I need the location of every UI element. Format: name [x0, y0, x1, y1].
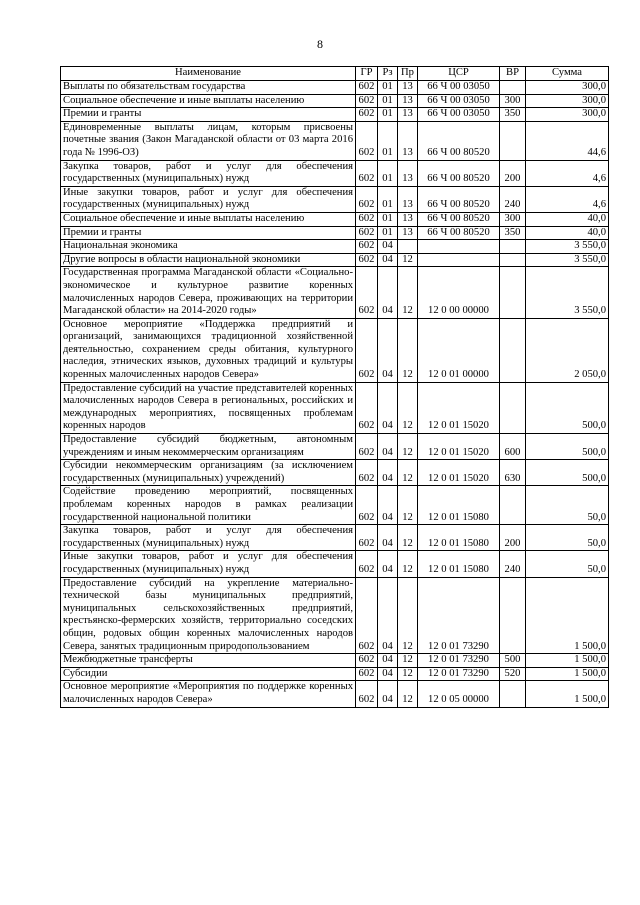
table-row: [61, 551, 609, 577]
row-vr: [500, 81, 526, 95]
row-sum: 300,0: [526, 94, 609, 108]
header-vr: ВР: [500, 67, 526, 81]
row-sum: 3 550,0: [526, 253, 609, 267]
row-gr: 602: [356, 654, 378, 668]
table-row: [61, 94, 609, 108]
row-gr: 602: [356, 81, 378, 95]
header-gr: ГР: [356, 67, 378, 81]
row-sum: 1 500,0: [526, 654, 609, 668]
row-name: Основное мероприятие «Поддержка предприятий и организаций, занимающихся традиционной хозяйственной деятельностью, сохранением среды обитания, культурного наследия, этнических языков, духовных традиций и культуры коренных малочисленных народов Севера»: [61, 318, 356, 382]
row-sum: 500,0: [526, 434, 609, 460]
row-name: Единовременные выплаты лицам, которым присвоены почетные звания (Закон Магаданской области от 03 марта 2016 года № 1996-ОЗ): [61, 121, 356, 160]
row-sum: 4,6: [526, 160, 609, 186]
row-vr: 200: [500, 160, 526, 186]
table-row: [61, 160, 609, 186]
row-csr: [418, 253, 500, 267]
row-vr: 240: [500, 551, 526, 577]
table-row: [61, 267, 609, 318]
row-pr: 13: [398, 121, 418, 160]
row-csr: 66 Ч 00 80520: [418, 160, 500, 186]
row-name: Премии и гранты: [61, 226, 356, 240]
row-pr: [398, 240, 418, 254]
row-name: Предоставление субсидий на укрепление материально-технической базы муниципальных предприятий, муниципальных сельскохозяйственных предприятий, крестьянско-фермерских хозяйств, территориально соседских общин, родовых общин коренных малочисленных народов Севера, занятых традиционным природопользованием: [61, 577, 356, 654]
row-gr: 602: [356, 434, 378, 460]
table-row: [61, 186, 609, 212]
row-csr: 12 0 01 73290: [418, 654, 500, 668]
row-rz: 01: [378, 108, 398, 122]
row-sum: 1 500,0: [526, 681, 609, 707]
row-rz: 04: [378, 267, 398, 318]
row-gr: 602: [356, 94, 378, 108]
header-pr: Пр: [398, 67, 418, 81]
row-sum: 1 500,0: [526, 667, 609, 681]
row-csr: 12 0 01 15020: [418, 382, 500, 433]
row-name: Другие вопросы в области национальной экономики: [61, 253, 356, 267]
row-rz: 04: [378, 577, 398, 654]
row-vr: [500, 382, 526, 433]
row-gr: 602: [356, 212, 378, 226]
row-rz: 04: [378, 667, 398, 681]
row-vr: 200: [500, 525, 526, 551]
row-vr: [500, 486, 526, 525]
row-rz: 04: [378, 382, 398, 433]
row-rz: 04: [378, 460, 398, 486]
row-csr: 66 Ч 00 80520: [418, 226, 500, 240]
row-vr: 300: [500, 212, 526, 226]
row-name: Субсидии: [61, 667, 356, 681]
row-gr: 602: [356, 681, 378, 707]
page-number: 8: [317, 37, 323, 51]
row-name: Иные закупки товаров, работ и услуг для обеспечения государственных (муниципальных) нужд: [61, 551, 356, 577]
row-vr: [500, 240, 526, 254]
row-csr: 12 0 01 73290: [418, 667, 500, 681]
row-pr: 12: [398, 267, 418, 318]
row-pr: 13: [398, 226, 418, 240]
row-csr: 66 Ч 00 03050: [418, 81, 500, 95]
row-pr: 12: [398, 253, 418, 267]
row-rz: 04: [378, 654, 398, 668]
row-vr: [500, 267, 526, 318]
row-rz: 04: [378, 253, 398, 267]
table-header-row: [61, 67, 609, 81]
header-name: Наименование: [61, 67, 356, 81]
table-row: [61, 681, 609, 707]
table-row: [61, 577, 609, 654]
row-sum: 50,0: [526, 486, 609, 525]
row-name: Субсидии некоммерческим организациям (за исключением государственных (муниципальных) учреждений): [61, 460, 356, 486]
row-gr: 602: [356, 486, 378, 525]
row-csr: 66 Ч 00 80520: [418, 121, 500, 160]
table-row: [61, 318, 609, 382]
row-sum: 3 550,0: [526, 240, 609, 254]
row-name: Государственная программа Магаданской области «Социально-экономическое и культурное развитие коренных малочисленных народов Севера, проживающих на территории Магаданской области» на 2014-2020 годы»: [61, 267, 356, 318]
row-pr: 13: [398, 81, 418, 95]
row-csr: 12 0 01 15080: [418, 551, 500, 577]
row-name: Предоставление субсидий бюджетным, автономным учреждениям и иным некоммерческим организациям: [61, 434, 356, 460]
row-pr: 13: [398, 160, 418, 186]
row-pr: 12: [398, 525, 418, 551]
row-gr: 602: [356, 667, 378, 681]
row-gr: 602: [356, 108, 378, 122]
row-csr: 12 0 01 00000: [418, 318, 500, 382]
row-csr: 12 0 01 15080: [418, 486, 500, 525]
header-rz: Рз: [378, 67, 398, 81]
row-name: Закупка товаров, работ и услуг для обеспечения государственных (муниципальных) нужд: [61, 160, 356, 186]
table-row: [61, 460, 609, 486]
row-gr: 602: [356, 460, 378, 486]
row-name: Социальное обеспечение и иные выплаты населению: [61, 94, 356, 108]
row-pr: 12: [398, 434, 418, 460]
row-name: Премии и гранты: [61, 108, 356, 122]
table-row: [61, 434, 609, 460]
row-gr: 602: [356, 186, 378, 212]
table-row: [61, 226, 609, 240]
row-vr: [500, 577, 526, 654]
row-sum: 4,6: [526, 186, 609, 212]
budget-table: [60, 66, 609, 708]
row-sum: 500,0: [526, 382, 609, 433]
row-name: Выплаты по обязательствам государства: [61, 81, 356, 95]
row-csr: 12 0 01 15080: [418, 525, 500, 551]
row-sum: 300,0: [526, 81, 609, 95]
row-csr: [418, 240, 500, 254]
row-rz: 04: [378, 318, 398, 382]
row-rz: 01: [378, 186, 398, 212]
row-name: Социальное обеспечение и иные выплаты населению: [61, 212, 356, 226]
row-sum: 50,0: [526, 525, 609, 551]
row-sum: 40,0: [526, 226, 609, 240]
row-sum: 44,6: [526, 121, 609, 160]
header-csr: ЦСР: [418, 67, 500, 81]
row-rz: 01: [378, 81, 398, 95]
row-rz: 04: [378, 681, 398, 707]
row-vr: 350: [500, 108, 526, 122]
row-pr: 13: [398, 108, 418, 122]
row-gr: 602: [356, 551, 378, 577]
row-gr: 602: [356, 226, 378, 240]
row-pr: 13: [398, 212, 418, 226]
row-gr: 602: [356, 267, 378, 318]
row-vr: [500, 253, 526, 267]
row-pr: 12: [398, 667, 418, 681]
row-csr: 66 Ч 00 03050: [418, 94, 500, 108]
row-sum: 50,0: [526, 551, 609, 577]
row-sum: 500,0: [526, 460, 609, 486]
table-row: [61, 382, 609, 433]
row-csr: 12 0 01 15020: [418, 434, 500, 460]
table-row: [61, 81, 609, 95]
row-sum: 40,0: [526, 212, 609, 226]
row-vr: 630: [500, 460, 526, 486]
row-rz: 04: [378, 434, 398, 460]
row-rz: 04: [378, 525, 398, 551]
row-pr: 12: [398, 654, 418, 668]
row-rz: 04: [378, 240, 398, 254]
row-gr: 602: [356, 382, 378, 433]
row-vr: [500, 121, 526, 160]
table-row: [61, 212, 609, 226]
row-rz: 01: [378, 212, 398, 226]
row-csr: 12 0 01 73290: [418, 577, 500, 654]
row-pr: 13: [398, 186, 418, 212]
row-pr: 12: [398, 551, 418, 577]
row-pr: 12: [398, 577, 418, 654]
row-sum: 3 550,0: [526, 267, 609, 318]
row-pr: 12: [398, 681, 418, 707]
table-row: [61, 525, 609, 551]
table-row: [61, 121, 609, 160]
row-rz: 01: [378, 94, 398, 108]
row-csr: 66 Ч 00 80520: [418, 212, 500, 226]
row-csr: 66 Ч 00 03050: [418, 108, 500, 122]
row-vr: [500, 681, 526, 707]
row-sum: 2 050,0: [526, 318, 609, 382]
table-row: [61, 654, 609, 668]
row-csr: 66 Ч 00 80520: [418, 186, 500, 212]
row-vr: 520: [500, 667, 526, 681]
row-rz: 04: [378, 551, 398, 577]
row-pr: 13: [398, 94, 418, 108]
table-row: [61, 667, 609, 681]
row-vr: 300: [500, 94, 526, 108]
row-vr: [500, 318, 526, 382]
row-name: Предоставление субсидий на участие представителей коренных малочисленных народов Севера в региональных, российских и международных мероприятиях, посвященных проблемам коренных народов: [61, 382, 356, 433]
table-row: [61, 108, 609, 122]
table-row: [61, 253, 609, 267]
row-name: Иные закупки товаров, работ и услуг для обеспечения государственных (муниципальных) нужд: [61, 186, 356, 212]
row-csr: 12 0 05 00000: [418, 681, 500, 707]
row-name: Национальная экономика: [61, 240, 356, 254]
row-name: Основное мероприятие «Мероприятия по поддержке коренных малочисленных народов Севера»: [61, 681, 356, 707]
row-sum: 1 500,0: [526, 577, 609, 654]
row-gr: 602: [356, 525, 378, 551]
row-gr: 602: [356, 160, 378, 186]
row-gr: 602: [356, 577, 378, 654]
row-name: Закупка товаров, работ и услуг для обеспечения государственных (муниципальных) нужд: [61, 525, 356, 551]
row-rz: 01: [378, 226, 398, 240]
row-vr: 600: [500, 434, 526, 460]
row-gr: 602: [356, 121, 378, 160]
header-sum: Сумма: [526, 67, 609, 81]
row-name: Межбюджетные трансферты: [61, 654, 356, 668]
row-rz: 01: [378, 121, 398, 160]
row-vr: 350: [500, 226, 526, 240]
row-pr: 12: [398, 382, 418, 433]
row-sum: 300,0: [526, 108, 609, 122]
table-row: [61, 486, 609, 525]
row-gr: 602: [356, 318, 378, 382]
row-name: Содействие проведению мероприятий, посвященных проблемам коренных народов в рамках реализации государственной национальной политики: [61, 486, 356, 525]
row-csr: 12 0 00 00000: [418, 267, 500, 318]
row-pr: 12: [398, 460, 418, 486]
row-rz: 01: [378, 160, 398, 186]
row-pr: 12: [398, 318, 418, 382]
row-vr: 240: [500, 186, 526, 212]
row-gr: 602: [356, 253, 378, 267]
row-gr: 602: [356, 240, 378, 254]
table-row: [61, 240, 609, 254]
row-csr: 12 0 01 15020: [418, 460, 500, 486]
row-rz: 04: [378, 486, 398, 525]
row-vr: 500: [500, 654, 526, 668]
row-pr: 12: [398, 486, 418, 525]
